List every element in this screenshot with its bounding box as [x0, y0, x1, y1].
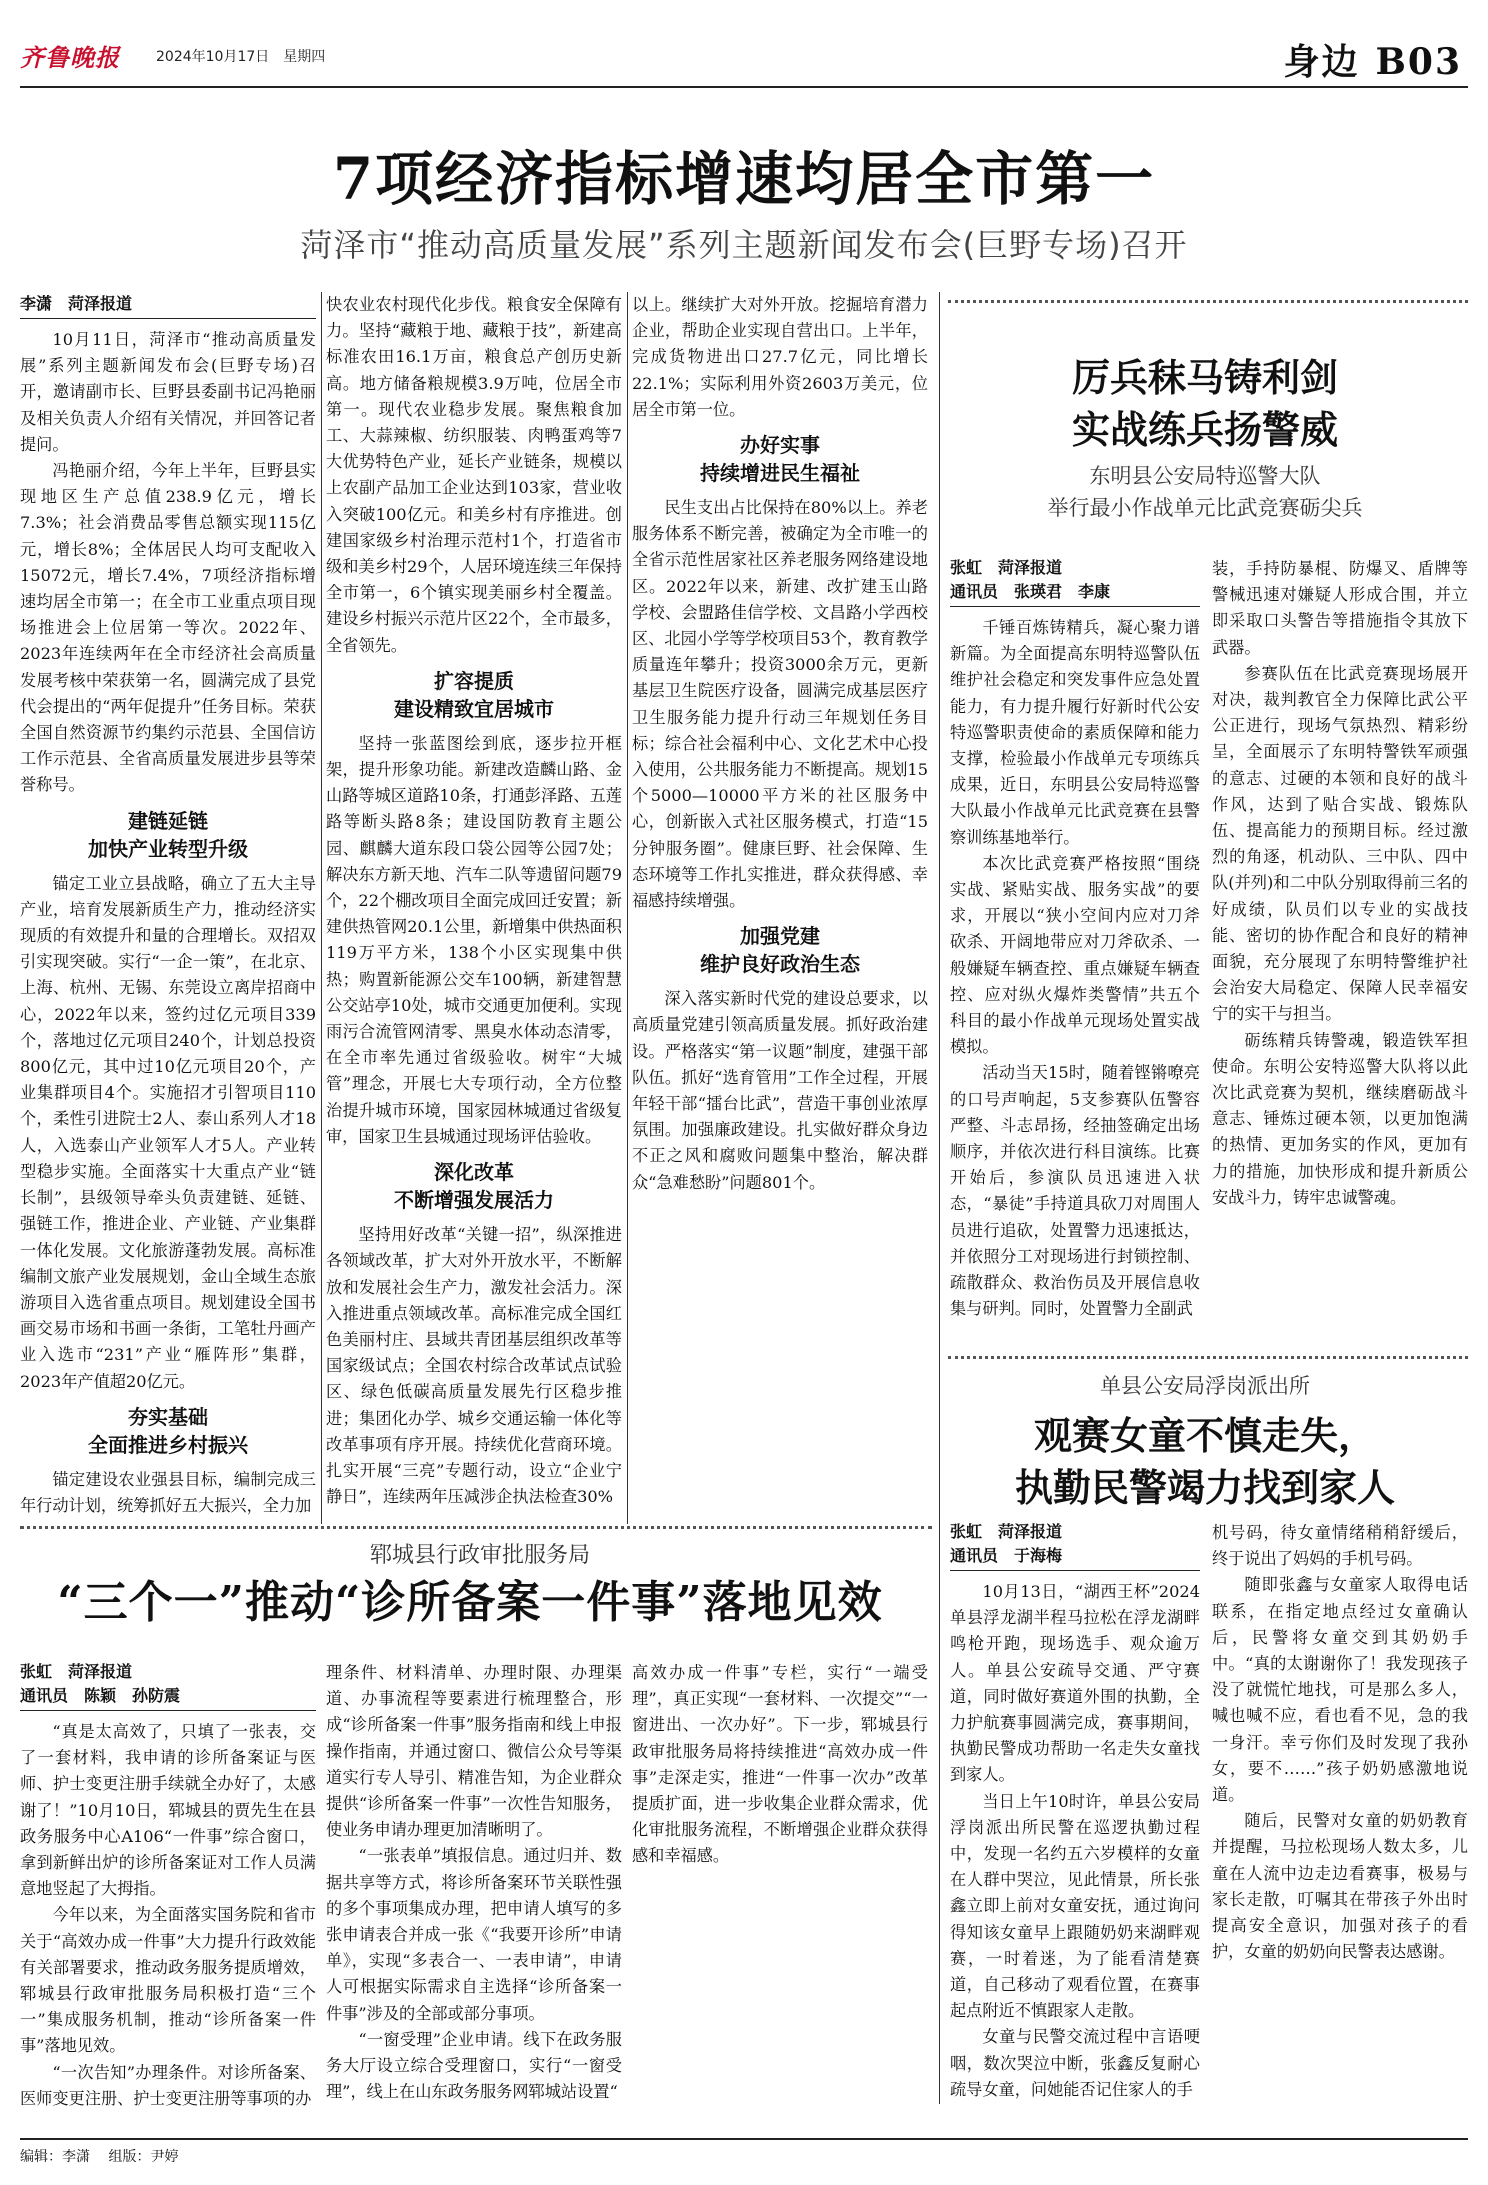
editor-credit: 编辑：李潇 — [20, 2149, 90, 2165]
art2-paragraph: 机号码，待女童情绪稍稍舒缓后，终于说出了妈妈的手机号码。 — [1212, 1523, 1468, 1569]
lead-column-3 — [632, 292, 928, 1522]
newspaper-logo: 齐鲁晚报 — [20, 44, 120, 72]
article1-column-2 — [1212, 556, 1468, 1346]
article1-headline: 厉兵秣马铸利剑 实战练兵扬警威 — [1071, 355, 1338, 452]
issue-date: 2024年10月17日 星期四 — [156, 49, 326, 65]
lead-paragraph: 冯艳丽介绍，今年上半年，巨野县实现地区生产总值238.9亿元，增长7.3%；社会消费品零售总额实现115亿元，增长8%；全体居民人均可支配收入15072元，增长7.4%，7项经济指标增速均居全市第一；在全市工业重点项目现场推进会上位居第一等次。2022年、2023年连续两年在全市经济社会高质量发展考核中荣获第一名，圆满完成了县党代会提出的“两年促提升”任务目标。荣获全国自然资源节约集约示范县、全国信访工作示范县、全省高质量发展进步县等荣誉称号。 — [20, 461, 316, 795]
lead-byline: 李潇 菏泽报道 — [20, 292, 316, 319]
art3-paragraph: “一窗受理”企业申请。线下在政务服务大厅设立综合受理窗口，实行“一窗受理”，线上在山东政务服务网郓城站设置“ — [326, 2029, 622, 2102]
article1-column-1 — [950, 556, 1200, 1346]
lead-section-heading-line: 全面推进乡村振兴 — [88, 1432, 248, 1457]
article1-byline: 张虹 菏泽报道 通讯员 张瑛君 李康 — [950, 556, 1200, 607]
lead-paragraph: 坚持用好改革“关键一招”，纵深推进各领域改革，扩大对外开放水平，不断解放和发展社会生产力，激发社会活力。深入推进重点领域改革。高标准完成全国红色美丽村庄、县域共青团基层组织改革等国家级试点；全国农村综合改革试点试验区、绿色低碳高质量发展先行区稳步推进；集团化办学、城乡交通运输一体化等改革事项有序开展。持续优化营商环境。扎实开展“三亮”专题行动，设立“企业宁静日”，连续两年压减涉企执法检查30% — [326, 1225, 622, 1507]
page-label — [1283, 34, 1462, 85]
art1-paragraph: 装，手持防暴棍、防爆叉、盾牌等警械迅速对嫌疑人形成合围，并立即采取口头警告等措施指令其放下武器。 — [1212, 559, 1468, 657]
lead-paragraph: 锚定工业立县战略，确立了五大主导产业，培育发展新质生产力，推动经济实现质的有效提升和量的合理增长。双招双引实现突破。实行“一企一策”，在北京、上海、杭州、无锡、东莞设立离岸招商中心，2022年以来，签约过亿元项目339个，落地过亿元项目240个，计划总投资800亿元，其中过10亿元项目20个，产业集群项目4个。实施招才引智项目110个，柔性引进院士2人、泰山系列人才18人，入选泰山产业领军人才5人。产业转型稳步实施。全面落实十大重点产业“链长制”，县级领导牵头负责建链、延链、强链工作，推进企业、产业链、产业集群一体化发展。文化旅游蓬勃发展。高标准编制文旅产业发展规划，金山全域生态旅游项目入选省重点项目。规划建设全国书画交易市场和书画一条街，工笔牡丹画产业入选市“231”产业“雁阵形”集群，2023年产值超20亿元。 — [20, 873, 316, 1391]
lead-section-heading-line: 建设精致宜居城市 — [394, 696, 554, 721]
column-rule — [627, 292, 628, 1524]
art3-paragraph: 高效办成一件事”专栏，实行“一端受理”，真正实现“一套材料、一次提交”“一窗进出、一次办好”。下一步，郓城县行政审批服务局将持续推进“高效办成一件事”走深走实，推进“一件事一次办”改革提质扩面，进一步收集企业群众需求，优化审批服务流程，不断增强企业群众获得感和幸福感。 — [632, 1663, 928, 1866]
lead-section-heading — [20, 1403, 316, 1459]
section-divider — [948, 300, 1468, 303]
lead-section-heading-line: 深化改革 — [434, 1160, 514, 1185]
art3-paragraph: 今年以来，为全面落实国务院和省市关于“高效办成一件事”大力提升行政效能有关部署要求，推动政务服务提质增效，郓城县行政审批服务局积极打造“三个一”集成服务机制，推动“诊所备案一件事”落地见效。 — [20, 1905, 316, 2056]
lead-column-2 — [326, 292, 622, 1522]
lead-section-heading-line: 加快产业转型升级 — [88, 836, 248, 861]
lead-section-heading-line: 持续增进民生福祉 — [700, 461, 860, 486]
art2-paragraph: 10月13日，“湖西王杯”2024单县浮龙湖半程马拉松在浮龙湖畔鸣枪开跑，现场选手、观众逾万人。单县公安疏导交通、严守赛道，同时做好赛道外围的执勤，全力护航赛事圆满完成，赛事期间，执勤民警成功帮助一名走失女童找到家人。 — [950, 1582, 1200, 1785]
art1-paragraph: 本次比武竞赛严格按照“围绕实战、紧贴实战、服务实战”的要求，开展以“狭小空间内应对刀斧砍杀、开阔地带应对刀斧砍杀、一般嫌疑车辆查控、重点嫌疑车辆查控、应对纵火爆炸类警情”共五个科目的最小作战单元现场处置实战模拟。 — [950, 853, 1200, 1057]
article3-column-3 — [632, 1660, 928, 2120]
page-code: B03 — [1375, 41, 1462, 83]
article3-headline: “三个一”推动“诊所备案一件事”落地见效 — [57, 1577, 883, 1628]
lead-section-heading — [326, 667, 622, 723]
art3-paragraph: “一张表单”填报信息。通过归并、数据共享等方式，将诊所备案环节关联性强的多个事项集成办理，把申请人填写的多张申请表合并成一张《“我要开诊所”申请单》，实现“多表合一、一表申请”，申请人可根据实际需求自主选择“诊所备案一件事”涉及的全部或部分事项。 — [326, 1846, 622, 2023]
art1-paragraph: 活动当天15时，随着铿锵嘹亮的口号声响起，5支参赛队伍警容严整、斗志昂扬，经抽签确定出场顺序，并依次进行科目演练。比赛开始后，参演队员迅速进入状态，“暴徒”手持道具砍刀对周围人员进行追砍，处置警力迅速抵达，并依照分工对现场进行封锁控制、疏散群众、救治伤员及开展信息收集与研判。同时，处置警力全副武 — [950, 1063, 1200, 1319]
art2-paragraph: 女童与民警交流过程中言语哽咽，数次哭泣中断，张鑫反复耐心疏导女童，问她能否记住家人的手 — [950, 2027, 1200, 2099]
article3-kicker: 郓城县行政审批服务局 — [369, 1543, 590, 1568]
lead-section-heading-line: 办好实事 — [740, 433, 820, 458]
art1-paragraph: 参赛队伍在比武竞赛现场展开对决，裁判教官全力保障比武公平公正进行，现场气氛热烈、精彩纷呈，全面展示了东明特警铁军顽强的意志、过硬的本领和良好的战斗作风，达到了贴合实战、锻炼队伍、提高能力的预期目标。经过激烈的角逐，机动队、三中队、四中队(并列)和二中队分别取得前三名的好成绩，队员们以专业的实战技能、密切的协作配合和良好的精神面貌，充分展现了东明特警维护社会治安大局稳定、保障人民幸福安宁的实干与担当。 — [1212, 663, 1468, 1024]
page-footer — [20, 2138, 1468, 2168]
lead-section-heading — [632, 431, 928, 487]
lead-section-heading-line: 夯实基础 — [128, 1404, 208, 1429]
lead-section-heading — [632, 922, 928, 978]
article2-column-2 — [1212, 1520, 1468, 2120]
column-rule — [321, 292, 322, 1524]
lead-section-heading-line: 不断增强发展活力 — [394, 1188, 554, 1213]
art3-paragraph: 理条件、材料清单、办理时限、办理渠道、办事流程等要素进行梳理整合，形成“诊所备案一件事”服务指南和线上申报操作指南，并通过窗口、微信公众号等渠道实行专人导引、精准告知，为企业群众提供“诊所备案一件事”一次性告知服务，使业务申请办理更加清晰明了。 — [326, 1663, 622, 1840]
lead-paragraph: 民生支出占比保持在80%以上。养老服务体系不断完善，被确定为全市唯一的全省示范性居家社区养老服务网络建设地区。2022年以来，新建、改扩建玉山路学校、会盟路佳信学校、文昌路小学西校区、北园小学等学校项目53个，教育教学质量连年攀升；投资3000余万元，更新基层卫生院医疗设备，圆满完成基层医疗卫生服务能力提升行动三年规划任务目标；综合社会福利中心、文化艺术中心投入使用，公共服务能力不断提高。规划15个5000—10000平方米的社区服务中心，创新嵌入式社区服务模式，打造“15分钟服务圈”。健康巨野、社会保障、生态环境等工作扎实推进，群众获得感、幸福感持续增强。 — [632, 498, 928, 911]
art1-paragraph: 千锤百炼铸精兵，凝心聚力谱新篇。为全面提高东明特巡警队伍维护社会稳定和突发事件应急处置能力，有力提升履行好新时代公安特巡警职责使命的素质保障和能力支撑，检验最小作战单元专项练兵成果，近日，东明县公安局特巡警大队最小作战单元比武竞赛在县警察训练基地举行。 — [950, 618, 1200, 847]
layout-credit: 组版：尹婷 — [108, 2149, 179, 2165]
article3-column-1 — [20, 1660, 316, 2120]
section-divider — [948, 1356, 1468, 1359]
lead-paragraph: 快农业农村现代化步伐。粮食安全保障有力。坚持“藏粮于地、藏粮于技”，新建高标准农田16.1万亩，粮食总产创历史新高。地方储备粮规模3.9万吨，位居全市第一。现代农业稳步发展。聚焦粮食加工、大蒜辣椒、纺织服装、肉鸭蛋鸡等7大优势特色产业，延长产业链条，规模以上农副产品加工企业达到103家，营业收入突破100亿元。和美乡村有序推进。创建国家级乡村治理示范村1个，打造省市级和美乡村29个，人居环境连续三年保持全市第一，6个镇实现美丽乡村全覆盖。建设乡村振兴示范片区22个，全市最多，全省领先。 — [326, 295, 622, 655]
article1-subheadline: 东明县公安局特巡警大队 举行最小作战单元比武竞赛砺尖兵 — [1047, 464, 1363, 520]
lead-section-heading-line: 建链延链 — [128, 808, 208, 833]
masthead — [20, 34, 1468, 88]
article2-kicker: 单县公安局浮岗派出所 — [1100, 1374, 1310, 1398]
column-rule — [939, 292, 940, 2104]
art1-paragraph: 砺练精兵铸警魂，锻造铁军担使命。东明公安特巡警大队将以此次比武竞赛为契机，继续磨砺战斗意志、锤炼过硬本领，以更加饱满的热情、更加务实的作风，更加有力的措施，加快形成和提升新质公安战斗力，铸牢忠诚警魂。 — [1212, 1030, 1468, 1207]
lead-section-heading-line: 扩容提质 — [434, 668, 514, 693]
lead-section-heading-line: 加强党建 — [740, 924, 820, 949]
art2-paragraph: 随即张鑫与女童家人取得电话联系，在指定地点经过女童确认后，民警将女童交到其奶奶手中。“真的太谢谢你了！我发现孩子没了就慌忙地找，可是那么多人，喊也喊不应，看也看不见，急的我一身汗。幸亏你们及时发现了我孙女，要不……”孩子奶奶感激地说道。 — [1212, 1575, 1468, 1805]
lead-headline: 7项经济指标增速均居全市第一 — [332, 145, 1156, 213]
lead-section-heading-line: 维护良好政治生态 — [700, 952, 860, 977]
lead-paragraph: 坚持一张蓝图绘到底，逐步拉开框架，提升形象功能。新建改造麟山路、金山路等城区道路10条，打通彭泽路、五莲路等断头路8条；建设国防教育主题公园、麒麟大道东段口袋公园等公园7处；解决东方新天地、汽车二队等遗留问题79个，22个棚改项目全面完成回迁安置；新建供热管网20.1公里，新增集中供热面积119万平方米，138个小区实现集中供热；购置新能源公交车100辆，新建智慧公交站亭10处，城市交通更加便利。实现雨污合流管网清零、黑臭水体动态清零，在全市率先通过省级验收。树牢“大城管”理念，开展七大专项行动，全方位整治提升城市环境，国家园林城通过省级复审，国家卫生县城通过现场评估验收。 — [326, 733, 622, 1146]
section-name: 身边 — [1283, 41, 1360, 83]
lead-paragraph: 10月11日，菏泽市“推动高质量发展”系列主题新闻发布会(巨野专场)召开，邀请副市长、巨野县委副书记冯艳丽及相关负责人介绍有关情况，并回答记者提问。 — [20, 330, 316, 454]
lead-section-heading — [20, 807, 316, 863]
lead-subheadline: 菏泽市“推动高质量发展”系列主题新闻发布会(巨野专场)召开 — [300, 226, 1188, 264]
article3-byline: 张虹 菏泽报道 通讯员 陈颖 孙防震 — [20, 1660, 316, 1711]
lead-section-heading — [326, 1158, 622, 1214]
article2-byline: 张虹 菏泽报道 通讯员 于海梅 — [950, 1520, 1200, 1571]
section-divider — [20, 1526, 932, 1529]
article2-headline: 观赛女童不慎走失， 执勤民警竭力找到家人 — [1014, 1413, 1395, 1510]
art3-paragraph: “真是太高效了，只填了一张表，交了一套材料，我申请的诊所备案证与医师、护士变更注册手续就全办好了，太感谢了！”10月10日，郓城县的贾先生在县政务服务中心A106“一件事”综合窗口，拿到新鲜出炉的诊所备案证对工作人员满意地竖起了大拇指。 — [20, 1722, 316, 1899]
article2-column-1 — [950, 1520, 1200, 2120]
lead-paragraph: 锚定建设农业强县目标，编制完成三年行动计划，统筹抓好五大振兴，全力加 — [20, 1469, 316, 1515]
lead-paragraph: 深入落实新时代党的建设总要求，以高质量党建引领高质量发展。抓好政治建设。严格落实“第一议题”制度，建强干部队伍。抓好“选育管用”工作全过程，开展年轻干部“擂台比武”，营造干事创业浓厚氛围。加强廉政建设。扎实做好群众身边不正之风和腐败问题集中整治，解决群众“急难愁盼”问题801个。 — [632, 989, 928, 1192]
lead-column-1 — [20, 292, 316, 1522]
art3-paragraph: “一次告知”办理条件。对诊所备案、医师变更注册、护士变更注册等事项的办 — [20, 2062, 316, 2108]
article3-column-2 — [326, 1660, 622, 2120]
lead-paragraph: 以上。继续扩大对外开放。挖掘培育潜力企业，帮助企业实现自营出口。上半年，完成货物进出口27.7亿元，同比增长22.1%；实际利用外资2603万美元，位居全市第一位。 — [632, 295, 928, 419]
art2-paragraph: 当日上午10时许，单县公安局浮岗派出所民警在巡逻执勤过程中，发现一名约五六岁模样的女童在人群中哭泣，见此情景，所长张鑫立即上前对女童安抚，通过询问得知该女童早上跟随奶奶来湖畔观赛，一时着迷，为了能看清楚赛道，自己移动了观看位置，在赛事起点附近不慎跟家人走散。 — [950, 1791, 1200, 2021]
art2-paragraph: 随后，民警对女童的奶奶教育并提醒，马拉松现场人数太多，儿童在人流中边走边看赛事，极易与家长走散，叮嘱其在带孩子外出时提高安全意识，加强对孩子的看护，女童的奶奶向民警表达感谢。 — [1212, 1811, 1468, 1962]
